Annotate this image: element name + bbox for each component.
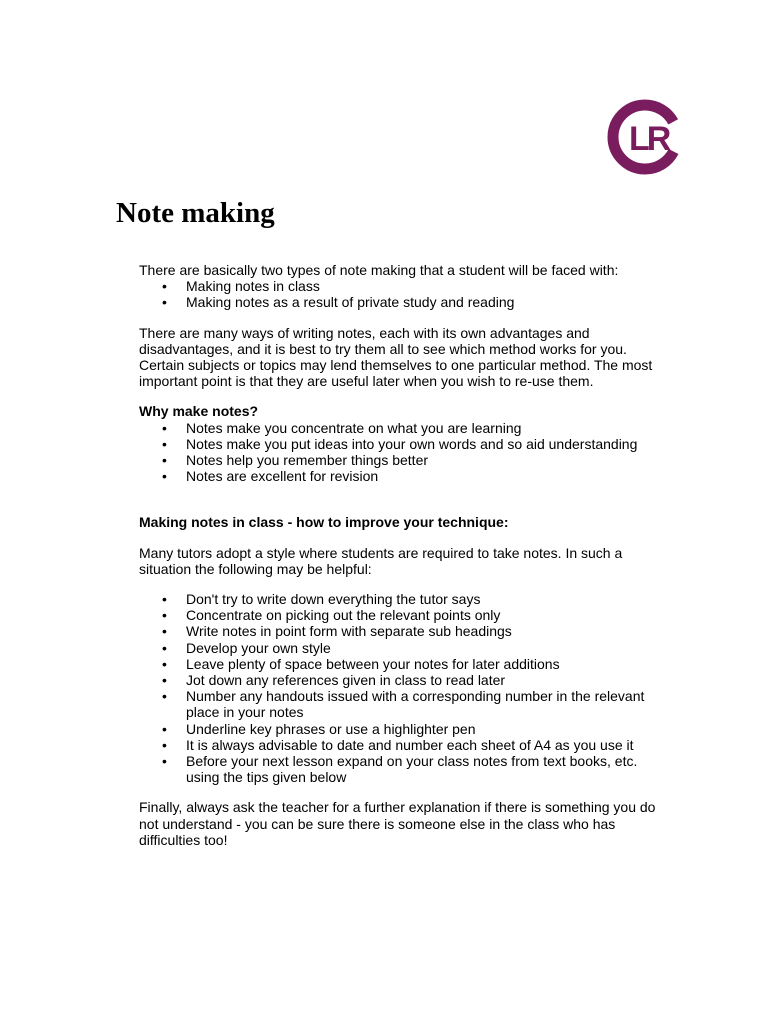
ways-paragraph: There are many ways of writing notes, each with its own advantages and disadvantages, and it is best to try them all to see which method works for you. Certain subjects or topics may lend themselves to one particular method. The most important point is that they are useful later when you wish to re-use them. xyxy=(139,324,653,390)
list-item: • Write notes in point form with separate sub headings xyxy=(139,623,659,639)
spacer xyxy=(139,577,659,591)
list-item: • Notes make you concentrate on what you are learning xyxy=(139,420,659,436)
intro-text: There are basically two types of note making that a student will be faced with: xyxy=(139,262,619,278)
list-item: • Concentrate on picking out the relevant points only xyxy=(139,607,659,623)
list-item: • It is always advisable to date and number each sheet of A4 as you use it xyxy=(139,737,659,753)
list-item: • Notes make you put ideas into your own words and so aid understanding xyxy=(139,436,659,452)
closing-paragraph: Finally, always ask the teacher for a further explanation if there is something you do not understand - you can be sure there is someone else in the class who has difficulties too! xyxy=(139,799,656,848)
logo-letters: LR xyxy=(629,120,669,158)
list-item: • Number any handouts issued with a corresponding number in the relevant place in your notes xyxy=(139,688,659,720)
list-item: • Underline key phrases or use a highlighter pen xyxy=(139,721,659,737)
class-section-heading: Making notes in class - how to improve your technique: xyxy=(139,514,509,531)
class-section-paragraph: Many tutors adopt a style where students are required to take notes. In such a situation the following may be helpful: xyxy=(139,544,623,577)
spacer xyxy=(139,311,659,325)
spacer xyxy=(139,531,659,545)
list-item: • Before your next lesson expand on your class notes from text books, etc. using the tips given below xyxy=(139,753,659,785)
spacer xyxy=(139,389,659,403)
list-item: • Jot down any references given in class to read later xyxy=(139,672,659,688)
document-body xyxy=(139,262,659,848)
why-list xyxy=(139,420,659,485)
list-item: • Making notes as a result of private study and reading xyxy=(139,294,659,310)
list-item: • Don't try to write down everything the tutor says xyxy=(139,591,659,607)
spacer xyxy=(139,785,659,799)
list-item: • Notes help you remember things better xyxy=(139,452,659,468)
list-item: • Develop your own style xyxy=(139,640,659,656)
intro-list xyxy=(139,278,659,310)
page-title: Note making xyxy=(116,197,275,229)
list-item: • Notes are excellent for revision xyxy=(139,468,659,484)
list-item: • Making notes in class xyxy=(139,278,659,294)
clr-logo xyxy=(606,98,684,176)
spacer xyxy=(139,484,659,514)
class-tips-list xyxy=(139,591,659,785)
why-heading: Why make notes? xyxy=(139,403,259,420)
list-item: • Leave plenty of space between your notes for later additions xyxy=(139,656,659,672)
